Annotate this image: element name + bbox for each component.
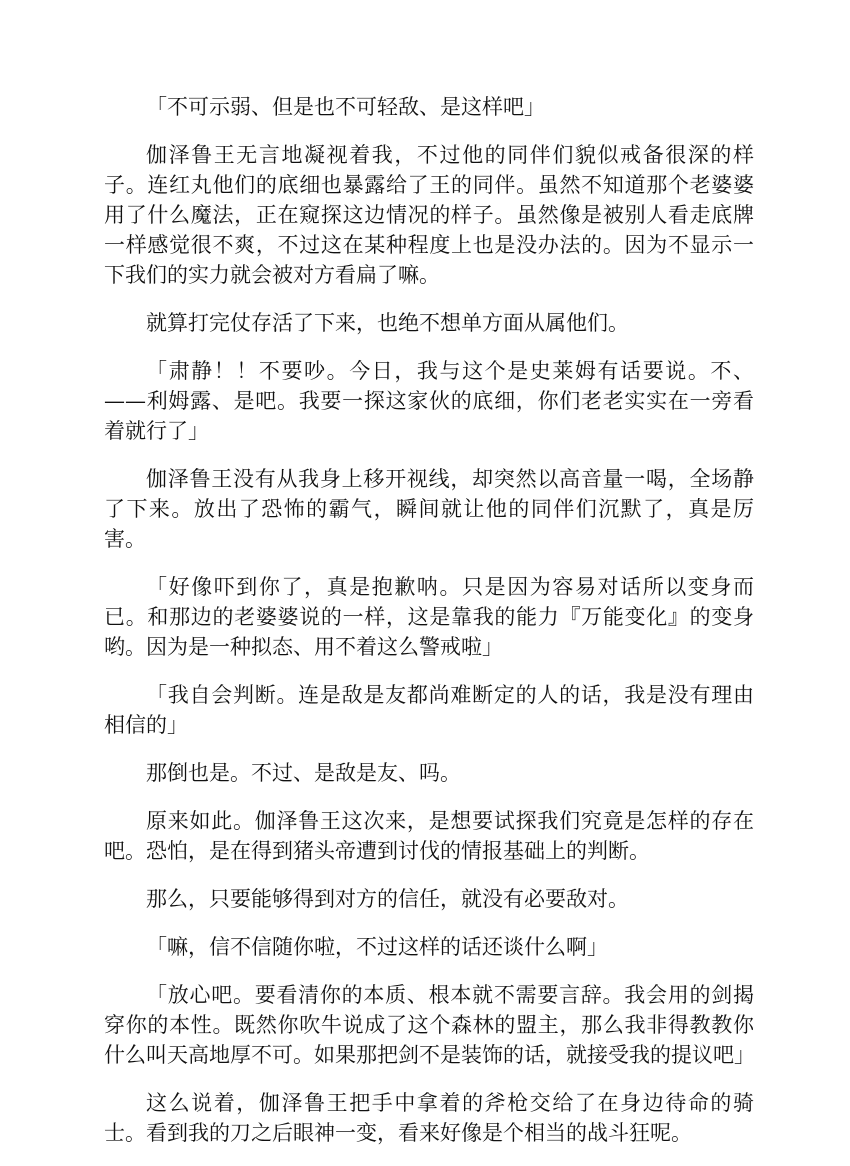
paragraph-6: 「好像吓到你了，真是抱歉呐。只是因为容易对话所以变身而已。和那边的老婆婆说的一样，这是靠我的能力『万能变化』的变身哟。因为是一种拟态、用不着这么警戒啦」 bbox=[104, 575, 754, 659]
text-body bbox=[104, 92, 754, 1166]
paragraph-2: 伽泽鲁王无言地凝视着我，不过他的同伴们貌似戒备很深的样子。连红丸他们的底细也暴露给了王的同伴。虽然不知道那个老婆婆用了什么魔法，正在窥探这边情况的样子。虽然像是被别人看走底牌一样感觉很不爽，不过这在某种程度上也是没办法的。因为不显示一下我们的实力就会被对方看扁了嘛。 bbox=[104, 143, 754, 287]
paragraph-12: 「放心吧。要看清你的本质、根本就不需要言辞。我会用的剑揭穿你的本性。既然你吹牛说成了这个森林的盟主，那么我非得教教你什么叫天高地厚不可。如果那把剑不是装饰的话，就接受我的提议吧」 bbox=[104, 983, 755, 1067]
paragraph-8: 那倒也是。不过、是敌是友、吗。 bbox=[146, 761, 461, 785]
paragraph-13: 这么说着，伽泽鲁王把手中拿着的斧枪交给了在身边待命的骑士。看到我的刀之后眼神一变，看来好像是个相当的战斗狂呢。 bbox=[104, 1091, 754, 1145]
paragraph-10: 那么，只要能够得到对方的信任，就没有必要敌对。 bbox=[146, 887, 629, 911]
paragraph-9: 原来如此。伽泽鲁王这次来，是想要试探我们究竟是怎样的存在吧。恐怕，是在得到猪头帝遭到讨伐的情报基础上的判断。 bbox=[104, 809, 754, 863]
paragraph-1: 「不可示弱、但是也不可轻敌、是这样吧」 bbox=[146, 95, 545, 119]
paragraph-5: 伽泽鲁王没有从我身上移开视线，却突然以高音量一喝，全场静了下来。放出了恐怖的霸气，瞬间就让他的同伴们沉默了，真是厉害。 bbox=[104, 467, 754, 551]
paragraph-11: 「嘛，信不信随你啦，不过这样的话还谈什么啊」 bbox=[146, 935, 608, 959]
paragraph-4: 「肃静！！不要吵。今日，我与这个是史莱姆有话要说。不、——利姆露、是吧。我要一探这家伙的底细，你们老老实实在一旁看着就行了」 bbox=[104, 359, 754, 443]
paragraph-7: 「我自会判断。连是敌是友都尚难断定的人的话，我是没有理由相信的」 bbox=[104, 683, 754, 737]
paragraph-3: 就算打完仗存活了下来，也绝不想单方面从属他们。 bbox=[146, 311, 629, 335]
